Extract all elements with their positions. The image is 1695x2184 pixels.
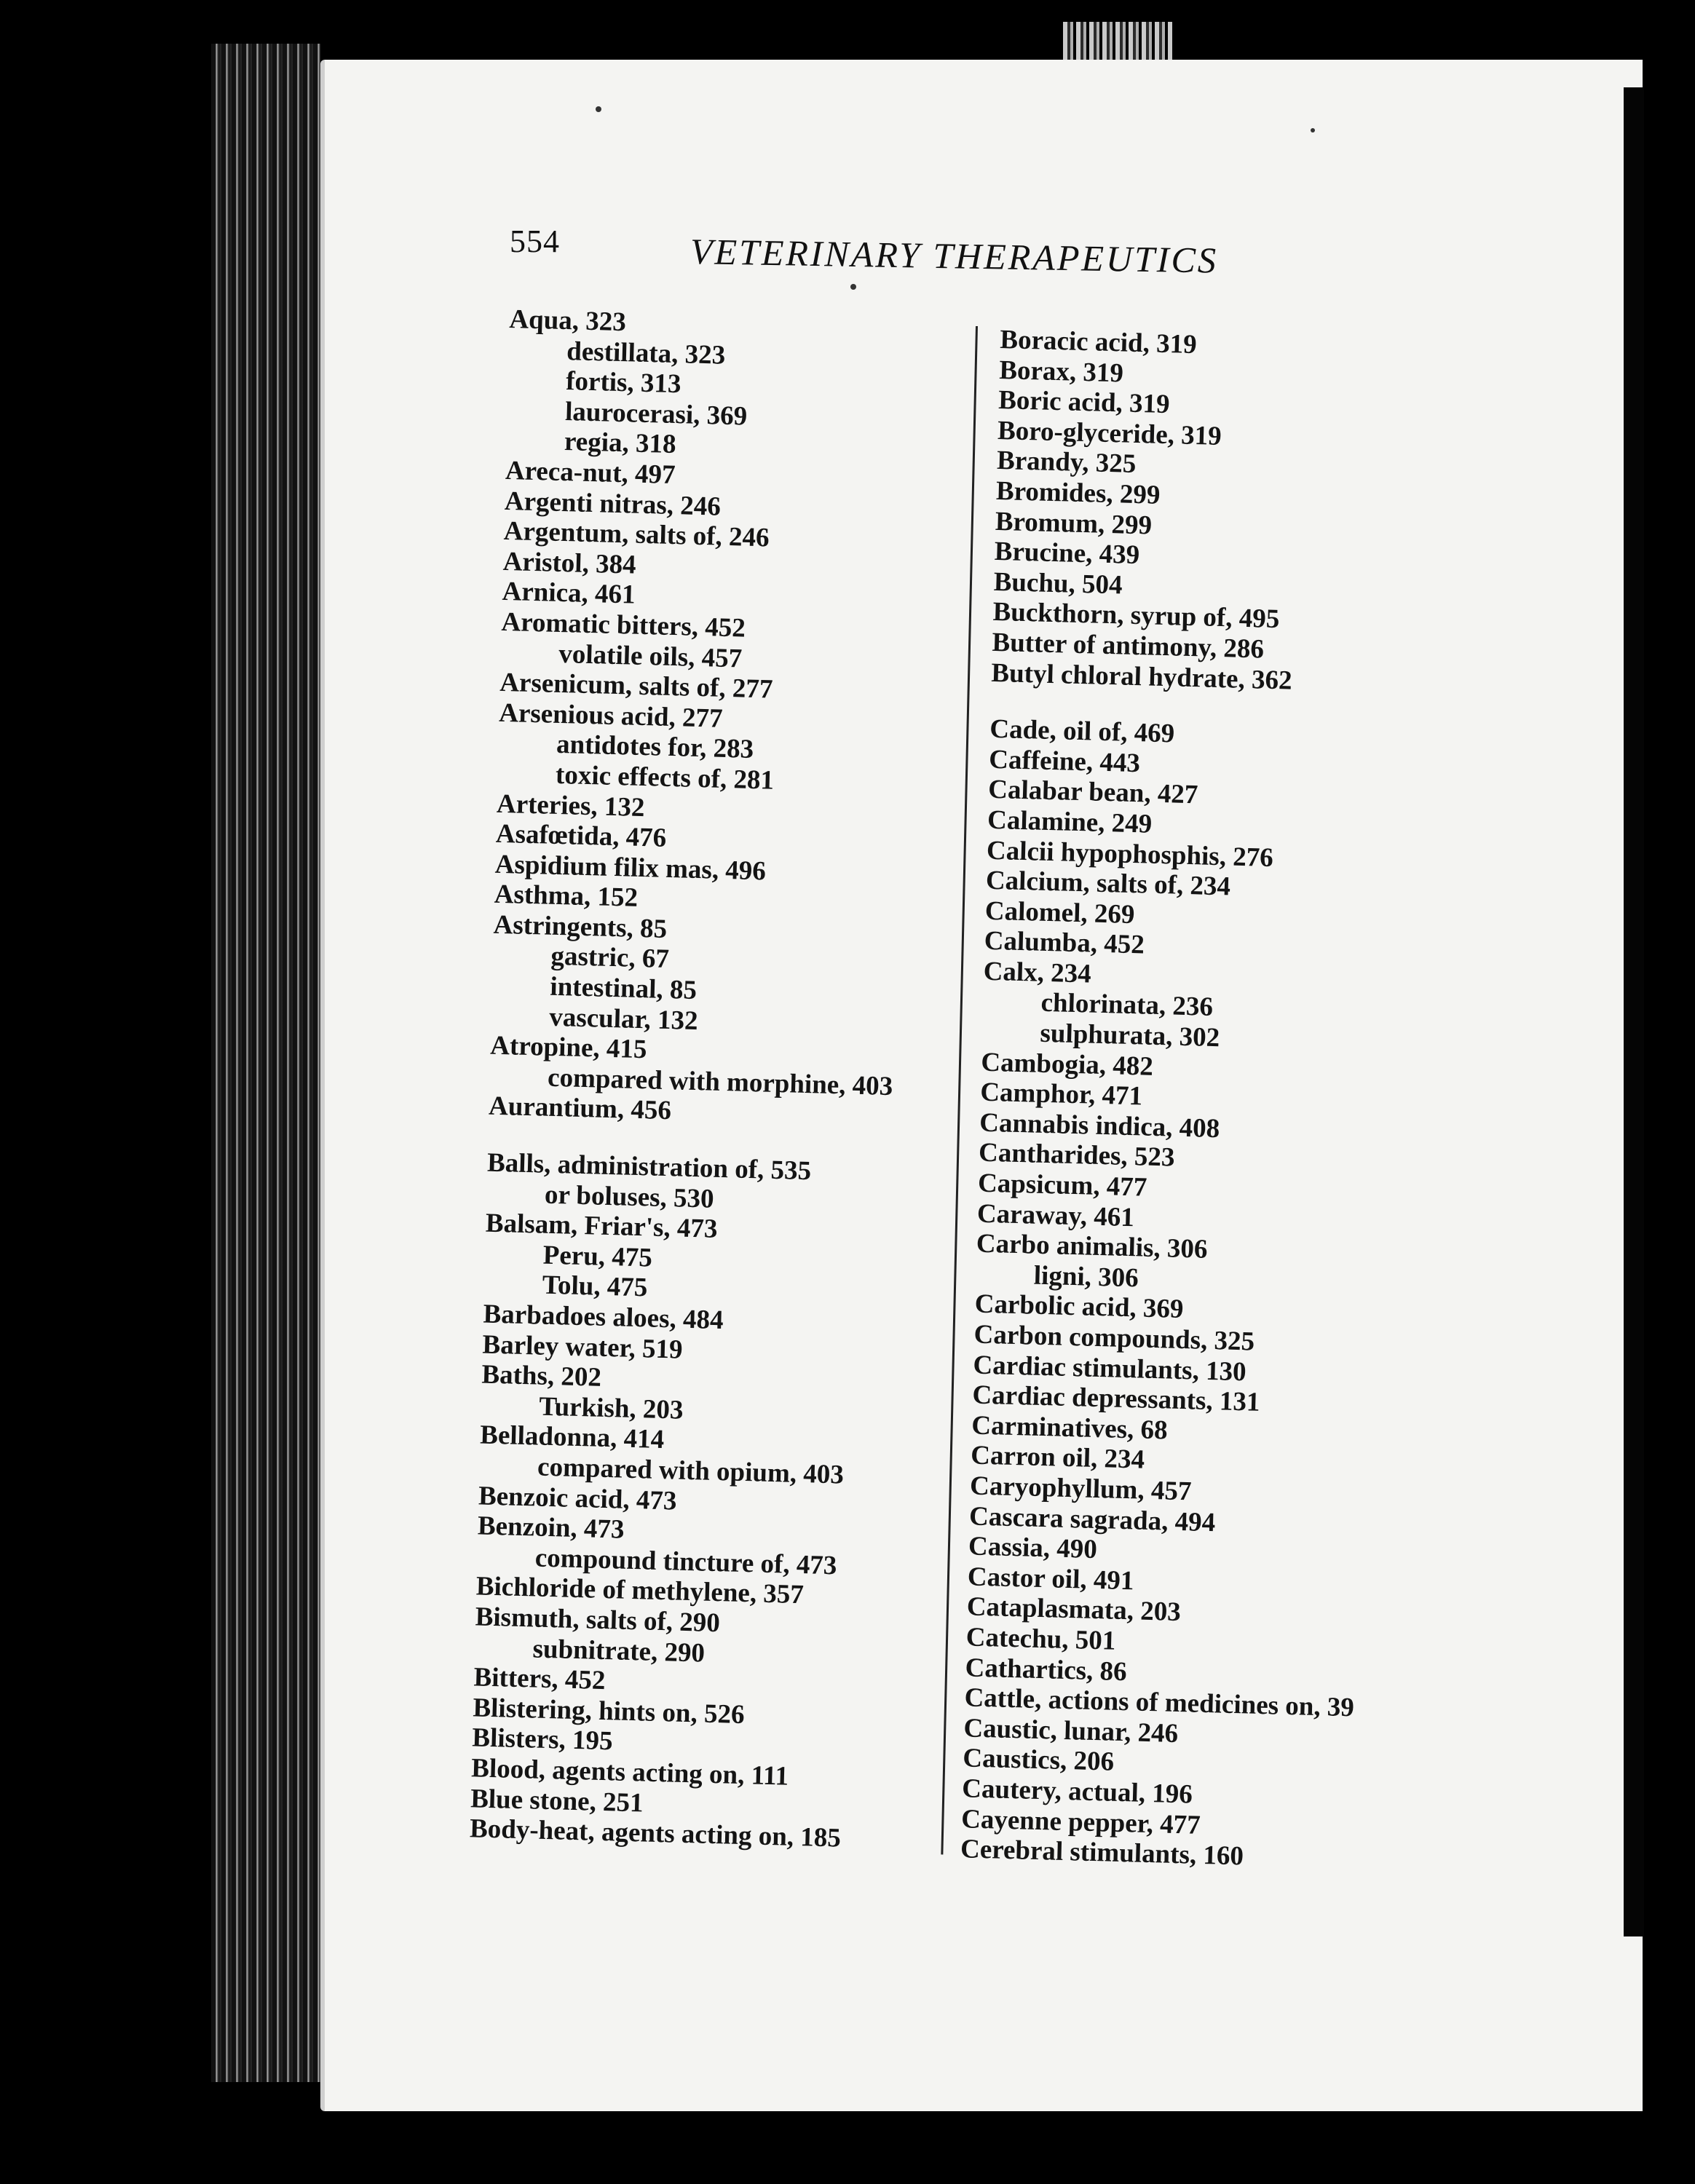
index-entry: Buckthorn, syrup of, 495	[992, 597, 1280, 635]
index-entry: Catechu, 501	[965, 1622, 1116, 1656]
index-entry: Blood, agents acting on, 111	[470, 1753, 789, 1792]
index-entry: Cathartics, 86	[965, 1652, 1128, 1687]
index-entry: Arteries, 132	[496, 788, 645, 823]
index-entry: Cattle, actions of medicines on, 39	[964, 1682, 1355, 1723]
index-subentry: Tolu, 475	[542, 1270, 648, 1303]
index-entry: Boracic acid, 319	[999, 325, 1198, 360]
index-subentry: fortis, 313	[565, 366, 681, 400]
index-entry: Cautery, actual, 196	[961, 1773, 1193, 1810]
index-entry: Brucine, 439	[994, 537, 1140, 571]
index-entry: Argenti nitras, 246	[504, 486, 722, 522]
index-entry: Bismuth, salts of, 290	[475, 1602, 721, 1639]
index-entry: Calcium, salts of, 234	[985, 865, 1231, 902]
index-entry: Asafœtida, 476	[495, 818, 667, 853]
index-entry: Arnica, 461	[502, 577, 636, 610]
index-entry: Arsenicum, salts of, 277	[499, 667, 773, 705]
index-entry: Carbon compounds, 325	[973, 1319, 1255, 1357]
index-entry: Calamine, 249	[987, 804, 1153, 839]
index-subentry: gastric, 67	[550, 941, 670, 975]
index-subentry: Peru, 475	[542, 1240, 653, 1273]
index-entry: Cantharides, 523	[978, 1138, 1175, 1174]
index-subentry: subnitrate, 290	[532, 1634, 706, 1669]
index-entry: Atropine, 415	[489, 1030, 647, 1065]
index-subentry: ligni, 306	[1033, 1260, 1139, 1294]
index-subentry: volatile oils, 457	[558, 638, 743, 674]
index-entry: Benzoin, 473	[477, 1511, 625, 1545]
index-entry: Cade, oil of, 469	[989, 713, 1175, 749]
index-entry: Blue stone, 251	[470, 1783, 644, 1819]
index-entry: Calabar bean, 427	[987, 775, 1198, 810]
index-entry: Caffeine, 443	[988, 744, 1141, 778]
index-subentry: chlorinata, 236	[1040, 988, 1214, 1023]
index-entry: Body-heat, agents acting on, 185	[469, 1813, 842, 1853]
index-entry: Barley water, 519	[482, 1329, 684, 1365]
index-entry: Cayenne pepper, 477	[960, 1803, 1201, 1840]
index-entry: Carron oil, 234	[970, 1440, 1145, 1476]
index-entry: Asthma, 152	[494, 879, 639, 914]
index-entry: Balls, administration of, 535	[486, 1147, 812, 1187]
index-column-left	[470, 304, 939, 1855]
index-entry: Bichloride of methylene, 357	[475, 1571, 805, 1610]
index-entry: Boric acid, 319	[997, 385, 1171, 420]
index-entry: Carbo animalis, 306	[976, 1228, 1208, 1265]
index-entry: Capsicum, 477	[977, 1168, 1147, 1203]
index-subentry: or boluses, 530	[544, 1179, 715, 1214]
index-entry: Cardiac depressants, 131	[971, 1380, 1260, 1418]
index-entry: Caustic, lunar, 246	[963, 1713, 1179, 1749]
index-entry: Areca-nut, 497	[505, 455, 676, 490]
index-entry: Cascara sagrada, 494	[968, 1501, 1216, 1538]
index-entry: Bitters, 452	[473, 1662, 606, 1696]
index-entry: Caustics, 206	[962, 1743, 1115, 1778]
index-subentry: intestinal, 85	[549, 971, 698, 1006]
index-entry: Boro-glyceride, 319	[997, 415, 1222, 451]
index-entry: Baths, 202	[481, 1359, 602, 1393]
index-subentry: destillata, 323	[566, 336, 726, 371]
index-entry: Carbolic acid, 369	[974, 1289, 1184, 1325]
speck	[850, 284, 856, 290]
index-entry: Calx, 234	[983, 956, 1092, 989]
index-entry: Aurantium, 456	[488, 1091, 672, 1126]
index-entry: Aromatic bitters, 452	[501, 606, 746, 644]
index-entry: Cataplasmata, 203	[966, 1591, 1182, 1628]
index-entry: Arsenious acid, 277	[498, 697, 724, 734]
index-subentry: compared with morphine, 403	[547, 1062, 893, 1101]
index-subentry: Turkish, 203	[538, 1391, 684, 1425]
index-entry: Caraway, 461	[976, 1198, 1135, 1233]
index-subentry: compound tincture of, 473	[534, 1543, 837, 1581]
index-entry: Balsam, Friar's, 473	[485, 1208, 718, 1245]
index-entry: Calumba, 452	[984, 925, 1145, 960]
index-entry: Aspidium filix mas, 496	[494, 849, 767, 887]
index-subentry: regia, 318	[564, 427, 677, 460]
index-entry: Carminatives, 68	[971, 1410, 1169, 1446]
book-page-stack	[211, 44, 320, 2082]
index-column-right	[960, 325, 1437, 1876]
running-title: VETERINARY THERAPEUTICS	[690, 231, 1219, 281]
page-gutter-edge	[1624, 87, 1644, 1936]
index-entry: Astringents, 85	[493, 909, 668, 944]
index-entry: Brandy, 325	[996, 446, 1137, 480]
page-number: 554	[510, 223, 560, 259]
index-subentry: vascular, 132	[548, 1002, 699, 1036]
index-entry: Cerebral stimulants, 160	[960, 1834, 1244, 1872]
index-entry: Belladonna, 414	[479, 1420, 665, 1455]
index-entry: Cannabis indica, 408	[979, 1107, 1220, 1144]
index-entry: Camphor, 471	[979, 1077, 1143, 1112]
index-subentry: sulphurata, 302	[1040, 1018, 1220, 1053]
index-subentry: compared with opium, 403	[537, 1452, 845, 1490]
index-subentry: toxic effects of, 281	[555, 759, 775, 796]
index-entry: Argentum, salts of, 246	[503, 516, 770, 553]
index-entry: Bromides, 299	[995, 475, 1161, 510]
binding-mark	[1063, 22, 1172, 66]
index-entry: Buchu, 504	[993, 566, 1123, 601]
index-entry: Bromum, 299	[995, 506, 1153, 541]
index-entry: Blistering, hints on, 526	[472, 1693, 746, 1730]
index-entry: Cambogia, 482	[980, 1047, 1154, 1082]
index-entry: Aristol, 384	[502, 546, 637, 580]
index-subentry: antidotes for, 283	[556, 729, 754, 765]
speck	[1311, 128, 1315, 132]
index-entry: Barbadoes aloes, 484	[483, 1299, 724, 1336]
index-subentry: laurocerasi, 369	[564, 396, 748, 432]
index-entry: Cardiac stimulants, 130	[973, 1350, 1247, 1387]
index-entry: Caryophyllum, 457	[969, 1471, 1192, 1507]
index-entry: Cassia, 490	[968, 1531, 1098, 1565]
index-entry: Butter of antimony, 286	[992, 627, 1265, 665]
index-entry: Calomel, 269	[984, 895, 1135, 930]
index-entry: Aqua, 323	[508, 304, 627, 338]
index-entry: Calcii hypophosphis, 276	[986, 835, 1274, 873]
index-entry: Borax, 319	[998, 355, 1124, 389]
index-entry: Blisters, 195	[471, 1722, 614, 1757]
index-entry: Castor oil, 491	[967, 1562, 1134, 1597]
index-entry: Benzoic acid, 473	[478, 1481, 677, 1516]
speck	[596, 106, 601, 112]
index-entry: Butyl chloral hydrate, 362	[990, 657, 1293, 696]
